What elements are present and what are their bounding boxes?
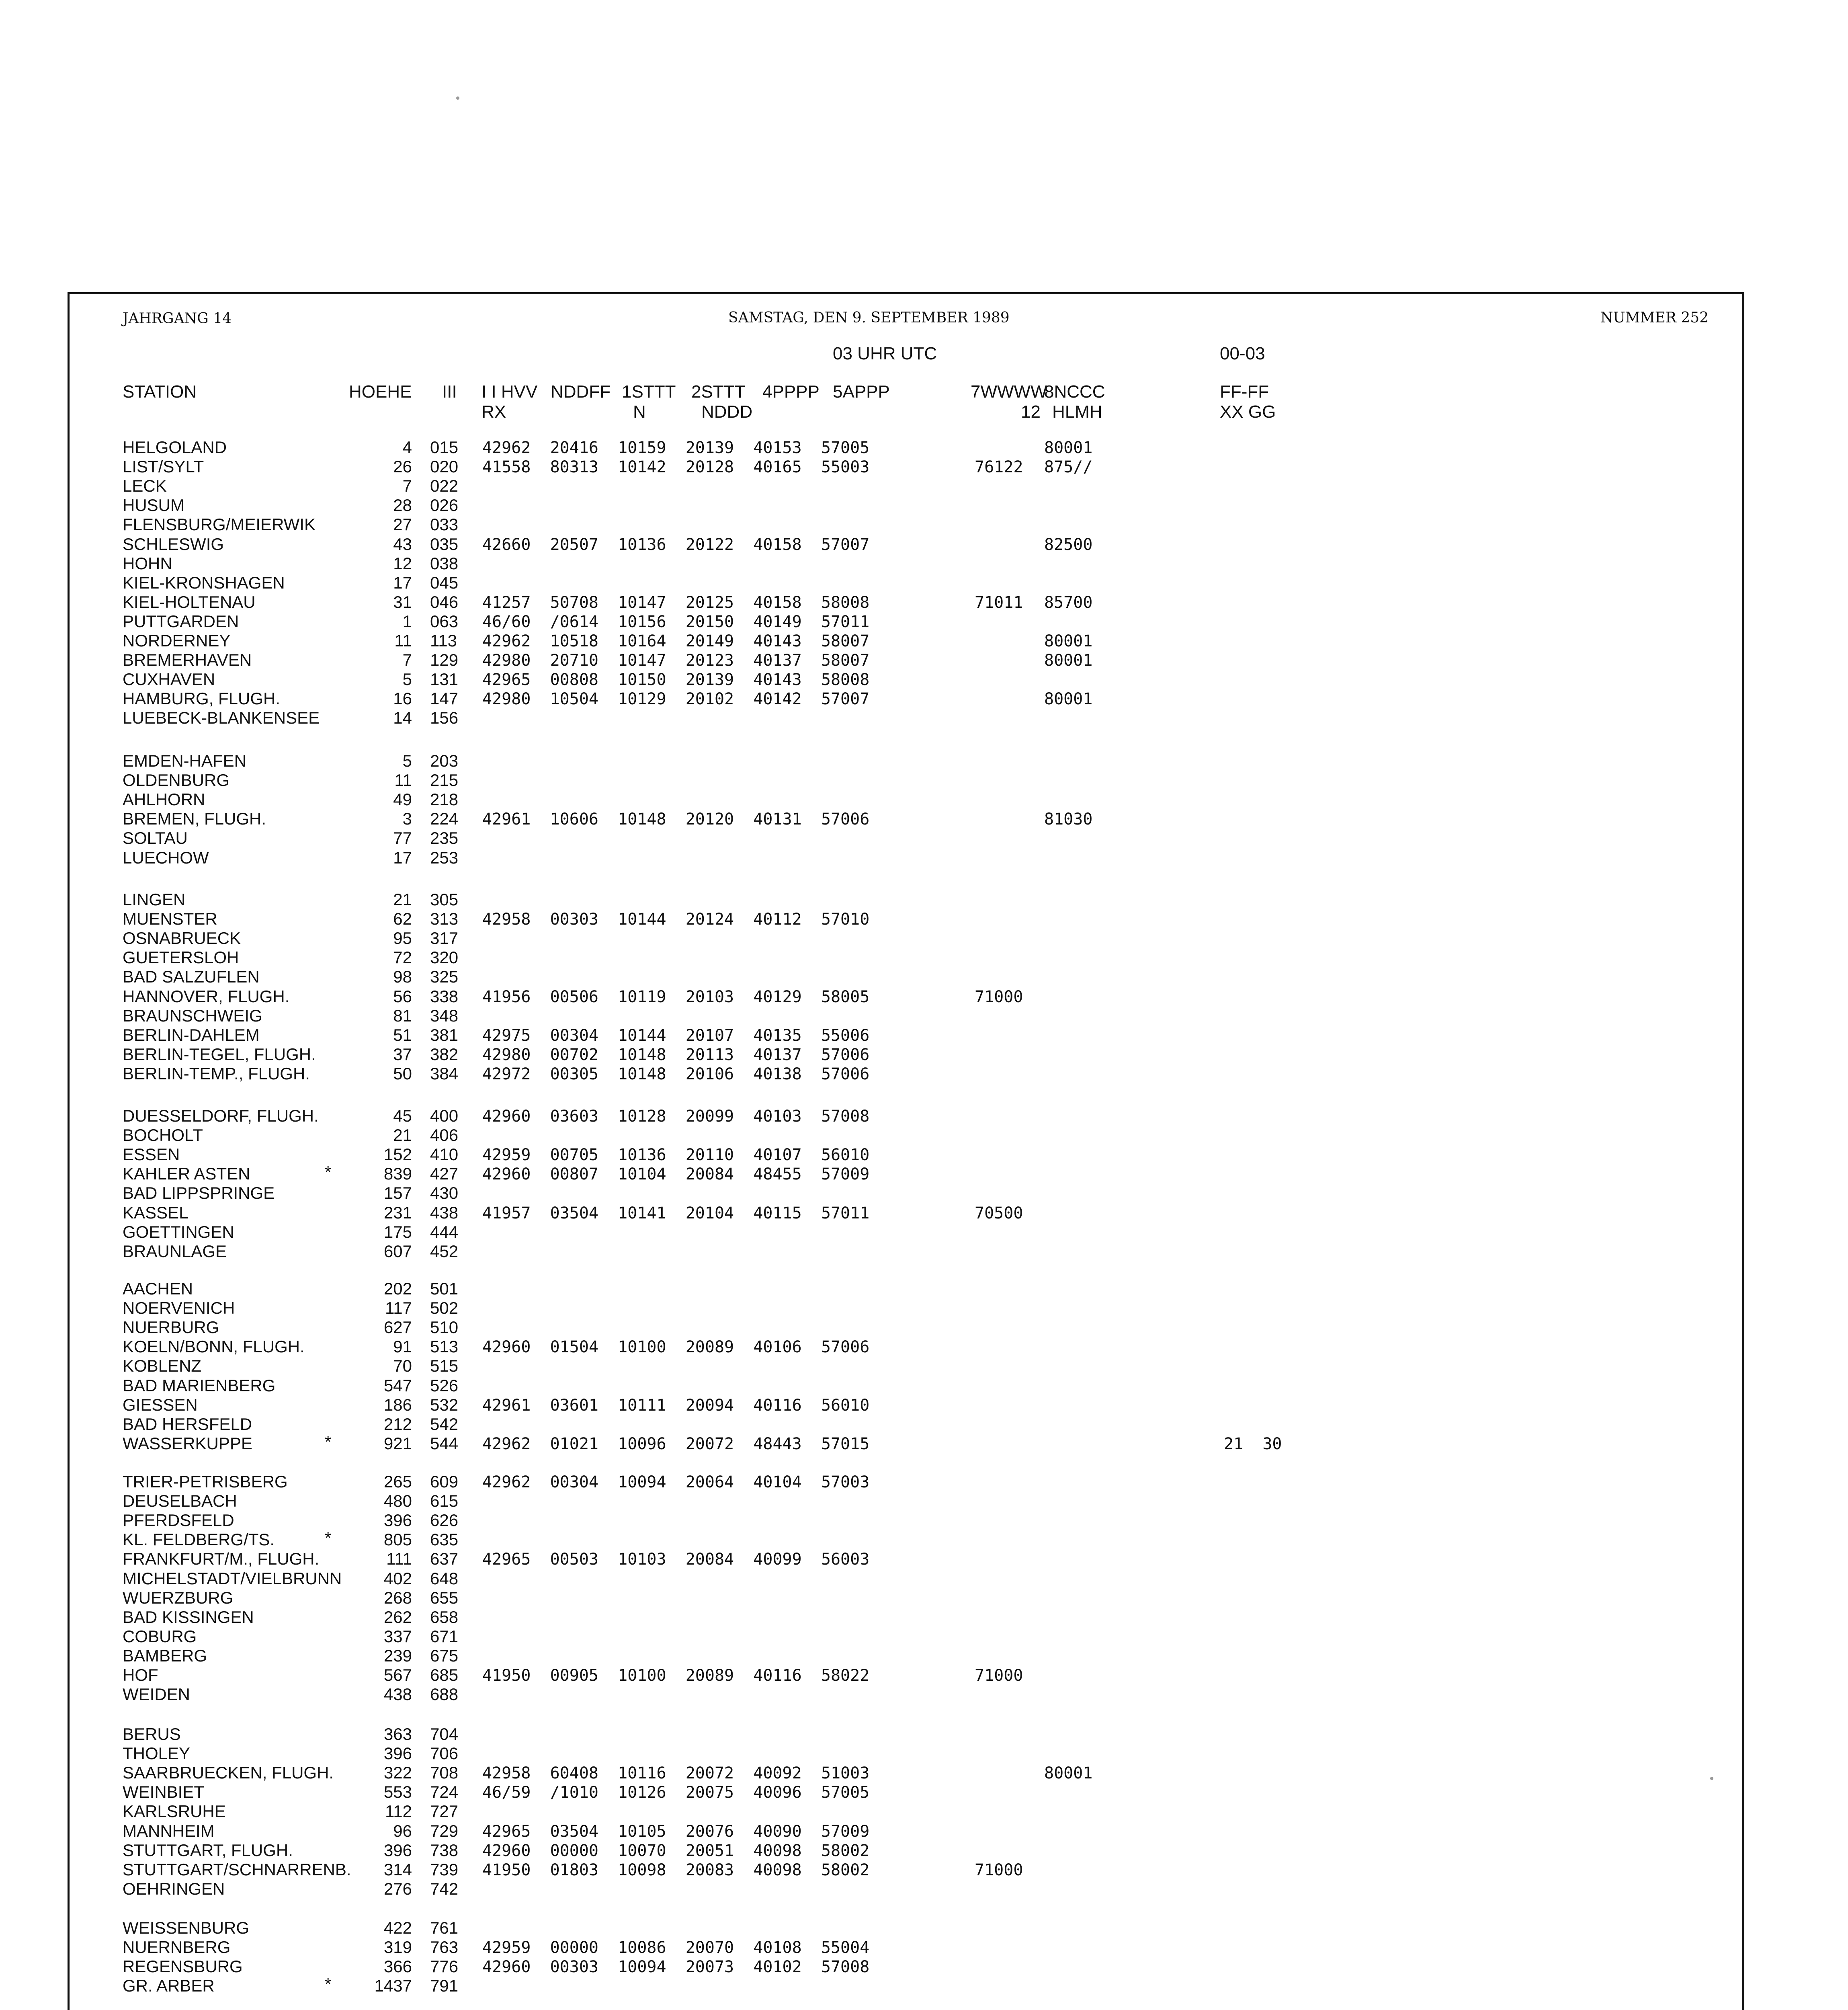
weather-group: 76122: [975, 458, 1023, 476]
station-name: HUSUM: [123, 496, 184, 515]
station-id: 675: [430, 1646, 459, 1665]
observation-groups: 41950 00905 10100 20089 40116 58022: [482, 1666, 870, 1685]
station-name: BERLIN-TEMP., FLUGH.: [123, 1064, 310, 1083]
weather-group: 71000: [975, 1666, 1023, 1685]
station-name: REGENSBURG: [123, 1957, 243, 1976]
station-id: 147: [430, 689, 459, 708]
station-id: 203: [430, 751, 459, 770]
station-id: 305: [430, 890, 459, 909]
station-height: 567: [383, 1665, 412, 1684]
station-name: MUENSTER: [123, 909, 217, 928]
station-id: 763: [430, 1938, 459, 1957]
station-id: 320: [430, 948, 459, 967]
observation-groups: 42958 60408 10116 20072 40092 51003: [482, 1764, 870, 1782]
station-height: 314: [383, 1860, 412, 1879]
observation-groups: 42660 20507 10136 20122 40158 57007: [482, 535, 870, 554]
station-name: GIESSEN: [123, 1395, 198, 1414]
station-name: KASSEL: [123, 1203, 188, 1222]
col-2sttt: 2STTT: [691, 382, 746, 402]
station-height: 396: [383, 1511, 412, 1530]
station-height: 553: [383, 1782, 412, 1801]
station-name: SAARBRUECKEN, FLUGH.: [123, 1763, 334, 1782]
station-name: BAD MARIENBERG: [123, 1376, 276, 1395]
station-height: 91: [393, 1337, 412, 1356]
observation-groups: 42960 00807 10104 20084 48455 57009: [482, 1165, 870, 1183]
station-name: MICHELSTADT/VIELBRUNN: [123, 1569, 342, 1588]
observation-groups: 42958 00303 10144 20124 40112 57010: [482, 910, 870, 929]
station-height: 276: [383, 1879, 412, 1898]
station-name: STUTTGART, FLUGH.: [123, 1841, 293, 1860]
station-height: 21: [393, 1126, 412, 1144]
observation-groups: 46/59 /1010 10126 20075 40096 57005: [482, 1783, 870, 1802]
station-height: 607: [383, 1242, 412, 1261]
station-name: WASSERKUPPE: [123, 1434, 252, 1453]
station-name: BRAUNLAGE: [123, 1242, 227, 1261]
station-id: 113: [430, 631, 457, 650]
station-height: 262: [383, 1608, 412, 1626]
station-id: 384: [430, 1064, 459, 1083]
observation-groups: 42965 00503 10103 20084 40099 56003: [482, 1550, 870, 1569]
observation-groups: 42962 10518 10164 20149 40143 58007: [482, 632, 870, 650]
weather-group: 71011: [975, 593, 1023, 612]
report-time: 03 UHR UTC: [833, 344, 937, 363]
station-id: 708: [430, 1763, 459, 1782]
station-id: 131: [430, 670, 459, 689]
station-name: BREMEN, FLUGH.: [123, 809, 266, 828]
station-name: CUXHAVEN: [123, 670, 215, 689]
station-id: 615: [430, 1491, 459, 1510]
station-name: AHLHORN: [123, 790, 205, 809]
station-name: GR. ARBER: [123, 1976, 215, 1995]
col-4pppp: 4PPPP: [762, 382, 820, 402]
observation-groups: 42961 10606 10148 20120 40131 57006: [482, 810, 870, 829]
station-height: 43: [393, 535, 412, 554]
col-n: N: [633, 402, 646, 422]
station-id: 542: [430, 1415, 459, 1434]
station-height: 231: [383, 1203, 412, 1222]
observation-groups: 42980 20710 10147 20123 40137 58007: [482, 651, 870, 670]
station-id: 648: [430, 1569, 459, 1588]
col-nddd: NDDD: [701, 402, 753, 422]
station-id: 532: [430, 1395, 459, 1414]
station-height: 438: [383, 1685, 412, 1704]
station-name: KIEL-KRONSHAGEN: [123, 573, 285, 592]
col-iihvv: I I HVV: [481, 382, 538, 402]
station-id: 761: [430, 1918, 459, 1937]
station-height: 28: [393, 496, 412, 515]
station-height: 95: [393, 929, 412, 948]
station-height: 627: [383, 1318, 412, 1337]
station-height: 839: [383, 1164, 412, 1183]
col-rx: RX: [481, 402, 506, 422]
station-height: 547: [383, 1376, 412, 1395]
station-height: 3: [402, 809, 412, 828]
station-height: 396: [383, 1841, 412, 1860]
station-name: DEUSELBACH: [123, 1491, 237, 1510]
station-id: 015: [430, 438, 459, 457]
station-id: 224: [430, 809, 459, 828]
station-id: 609: [430, 1472, 459, 1491]
station-height: 70: [393, 1356, 412, 1375]
station-id: 727: [430, 1802, 459, 1821]
station-name: FLENSBURG/MEIERWIK: [123, 515, 316, 534]
station-name: LECK: [123, 476, 167, 495]
station-height: 12: [393, 554, 412, 573]
col-nddff: NDDFF: [551, 382, 611, 402]
station-id: 791: [430, 1976, 459, 1995]
station-name: LIST/SYLT: [123, 457, 204, 476]
observation-groups: 42960 03603 10128 20099 40103 57008: [482, 1107, 870, 1126]
station-height: 50: [393, 1064, 412, 1083]
report-date: SAMSTAG, DEN 9. SEPTEMBER 1989: [728, 310, 1010, 326]
station-id: 438: [430, 1203, 459, 1222]
col-7wwww: 7WWWW: [971, 382, 1047, 402]
station-name: HOHN: [123, 554, 172, 573]
station-height: 402: [383, 1569, 412, 1588]
observation-groups: 41257 50708 10147 20125 40158 58008: [482, 593, 870, 612]
station-id: 430: [430, 1183, 459, 1202]
station-height: 268: [383, 1588, 412, 1607]
station-id: 338: [430, 987, 459, 1006]
station-height: 212: [383, 1415, 412, 1434]
station-id: 510: [430, 1318, 459, 1337]
station-id: 033: [430, 515, 459, 534]
station-height: 77: [393, 829, 412, 847]
station-height: 805: [383, 1530, 412, 1549]
issue-number: NUMMER 252: [1600, 310, 1709, 326]
station-height: 56: [393, 987, 412, 1006]
station-height: 363: [383, 1725, 412, 1743]
station-id: 685: [430, 1665, 459, 1684]
observation-groups: 41558 80313 10142 20128 40165 55003: [482, 458, 870, 476]
mountain-marker: *: [325, 1528, 332, 1547]
station-name: SOLTAU: [123, 829, 188, 847]
station-height: 11: [394, 631, 412, 650]
station-height: 81: [393, 1006, 412, 1025]
station-name: OLDENBURG: [123, 771, 230, 790]
station-height: 422: [383, 1918, 412, 1937]
station-name: DUESSELDORF, FLUGH.: [123, 1106, 319, 1125]
station-id: 156: [430, 708, 459, 727]
station-name: BREMERHAVEN: [123, 650, 252, 669]
mountain-marker: *: [325, 1975, 332, 1994]
station-name: COBURG: [123, 1627, 197, 1646]
station-height: 152: [383, 1145, 412, 1164]
station-id: 706: [430, 1744, 459, 1763]
observation-groups: 46/60 /0614 10156 20150 40149 57011: [482, 613, 870, 631]
station-id: 655: [430, 1588, 459, 1607]
station-height: 72: [393, 948, 412, 967]
station-height: 49: [393, 790, 412, 809]
station-height: 111: [386, 1549, 412, 1568]
station-height: 45: [393, 1106, 412, 1125]
station-name: HAMBURG, FLUGH.: [123, 689, 281, 708]
station-name: HANNOVER, FLUGH.: [123, 987, 290, 1006]
station-height: 322: [383, 1763, 412, 1782]
station-id: 502: [430, 1298, 459, 1317]
observation-groups: 42975 00304 10144 20107 40135 55006: [482, 1026, 870, 1045]
station-id: 742: [430, 1879, 459, 1898]
station-id: 406: [430, 1126, 459, 1144]
station-id: 513: [430, 1337, 459, 1356]
observation-groups: 42959 00705 10136 20110 40107 56010: [482, 1146, 870, 1164]
station-id: 776: [430, 1957, 459, 1976]
station-id: 020: [430, 457, 459, 476]
col-station: STATION: [123, 382, 197, 402]
station-id: 045: [430, 573, 459, 592]
station-id: 526: [430, 1376, 459, 1395]
col-hoehe: HOEHE: [349, 382, 412, 402]
cloud-group: 80001: [1044, 439, 1093, 457]
station-name: BAD SALZUFLEN: [123, 967, 260, 986]
station-height: 7: [402, 650, 412, 669]
time-range: 00-03: [1220, 344, 1265, 363]
observation-groups: 42960 01504 10100 20089 40106 57006: [482, 1338, 870, 1356]
cloud-group: 80001: [1044, 651, 1093, 670]
station-id: 215: [430, 771, 459, 790]
station-height: 4: [402, 438, 412, 457]
station-id: 724: [430, 1782, 459, 1801]
station-id: 427: [430, 1164, 459, 1183]
mountain-marker: *: [325, 1432, 332, 1451]
station-id: 317: [430, 929, 459, 948]
station-id: 544: [430, 1434, 459, 1453]
station-height: 5: [402, 670, 412, 689]
station-height: 157: [383, 1183, 412, 1202]
station-id: 022: [430, 476, 459, 495]
station-height: 14: [393, 708, 412, 727]
station-height: 337: [383, 1627, 412, 1646]
station-id: 129: [430, 650, 459, 669]
station-name: BAD LIPPSPRINGE: [123, 1183, 275, 1202]
cloud-group: 85700: [1044, 593, 1093, 612]
station-id: 635: [430, 1530, 459, 1549]
station-name: FRANKFURT/M., FLUGH.: [123, 1549, 320, 1568]
station-id: 348: [430, 1006, 459, 1025]
station-name: BRAUNSCHWEIG: [123, 1006, 262, 1025]
observation-groups: 42980 10504 10129 20102 40142 57007: [482, 690, 870, 708]
station-id: 218: [430, 790, 459, 809]
col-8nccc: 8NCCC: [1044, 382, 1105, 402]
observation-groups: 42980 00702 10148 20113 40137 57006: [482, 1046, 870, 1064]
station-height: 27: [393, 515, 412, 534]
observation-groups: 42965 00808 10150 20139 40143 58008: [482, 671, 870, 689]
col-iii: III: [442, 382, 457, 402]
station-height: 16: [393, 689, 412, 708]
cloud-group: 80001: [1044, 632, 1093, 650]
station-name: BERLIN-DAHLEM: [123, 1026, 260, 1044]
station-id: 410: [430, 1145, 459, 1164]
station-id: 452: [430, 1242, 459, 1261]
station-name: MANNHEIM: [123, 1821, 215, 1840]
station-name: OSNABRUECK: [123, 929, 241, 948]
station-id: 501: [430, 1279, 459, 1298]
weather-group: 71000: [975, 1861, 1023, 1879]
station-id: 738: [430, 1841, 459, 1860]
station-name: HOF: [123, 1665, 158, 1684]
observation-groups: 42960 00000 10070 20051 40098 58002: [482, 1842, 870, 1860]
station-height: 202: [383, 1279, 412, 1298]
observation-groups: 42961 03601 10111 20094 40116 56010: [482, 1396, 870, 1415]
station-name: BERLIN-TEGEL, FLUGH.: [123, 1045, 316, 1064]
mountain-marker: *: [325, 1163, 332, 1181]
station-id: 325: [430, 967, 459, 986]
volume-label: JAHRGANG 14: [123, 310, 232, 327]
station-height: 96: [393, 1821, 412, 1840]
station-height: 265: [383, 1472, 412, 1491]
station-name: WUERZBURG: [123, 1588, 234, 1607]
station-height: 1437: [374, 1976, 412, 1995]
observation-groups: 42962 01021 10096 20072 48443 57015: [482, 1435, 870, 1453]
station-name: BAD KISSINGEN: [123, 1608, 254, 1626]
station-height: 17: [393, 573, 412, 592]
gust-group: 21 30: [1224, 1435, 1282, 1453]
station-name: BERUS: [123, 1725, 181, 1743]
scan-speck: [1710, 1777, 1713, 1780]
station-id: 063: [430, 612, 459, 631]
station-name: KAHLER ASTEN: [123, 1164, 250, 1183]
station-name: KARLSRUHE: [123, 1802, 226, 1821]
station-id: 626: [430, 1511, 459, 1530]
station-id: 688: [430, 1685, 459, 1704]
observation-groups: 42959 00000 10086 20070 40108 55004: [482, 1938, 870, 1957]
station-name: BAD HERSFELD: [123, 1415, 252, 1434]
station-name: KL. FELDBERG/TS.: [123, 1530, 275, 1549]
station-height: 175: [383, 1222, 412, 1241]
station-name: THOLEY: [123, 1744, 191, 1763]
station-id: 671: [430, 1627, 459, 1646]
station-height: 117: [385, 1298, 412, 1317]
station-name: LUEBECK-BLANKENSEE: [123, 708, 320, 727]
weather-group: 70500: [975, 1204, 1023, 1222]
observation-groups: 42962 00304 10094 20064 40104 57003: [482, 1473, 870, 1491]
station-name: SCHLESWIG: [123, 535, 224, 554]
station-id: 026: [430, 496, 459, 515]
station-height: 186: [383, 1395, 412, 1414]
station-height: 112: [385, 1802, 412, 1821]
station-name: EMDEN-HAFEN: [123, 751, 247, 770]
station-id: 704: [430, 1725, 459, 1743]
station-name: STUTTGART/SCHNARRENB.: [123, 1860, 351, 1879]
station-name: ESSEN: [123, 1145, 180, 1164]
station-height: 5: [402, 751, 412, 770]
station-id: 038: [430, 554, 459, 573]
station-name: KOBLENZ: [123, 1356, 202, 1375]
station-name: TRIER-PETRISBERG: [123, 1472, 288, 1491]
station-height: 31: [393, 593, 412, 611]
station-height: 1: [402, 612, 412, 631]
station-id: 739: [430, 1860, 459, 1879]
cloud-group: 875//: [1044, 458, 1093, 476]
station-height: 396: [383, 1744, 412, 1763]
station-name: GUETERSLOH: [123, 948, 239, 967]
station-name: HELGOLAND: [123, 438, 227, 457]
station-height: 51: [393, 1026, 412, 1044]
station-name: LUECHOW: [123, 848, 209, 867]
station-name: WEISSENBURG: [123, 1918, 250, 1937]
weather-group: 71000: [975, 988, 1023, 1006]
station-name: KIEL-HOLTENAU: [123, 593, 256, 611]
station-height: 17: [393, 848, 412, 867]
station-name: NOERVENICH: [123, 1298, 235, 1317]
cloud-group: 82500: [1044, 535, 1093, 554]
station-name: WEIDEN: [123, 1685, 190, 1704]
cloud-group: 80001: [1044, 690, 1093, 708]
col-1sttt: 1STTT: [622, 382, 676, 402]
station-name: NUERNBERG: [123, 1938, 231, 1957]
station-id: 382: [430, 1045, 459, 1064]
observation-groups: 41950 01803 10098 20083 40098 58002: [482, 1861, 870, 1879]
station-name: BAMBERG: [123, 1646, 207, 1665]
report-frame: [68, 292, 1744, 2010]
station-height: 37: [393, 1045, 412, 1064]
station-name: BOCHOLT: [123, 1126, 203, 1144]
station-height: 62: [393, 909, 412, 928]
station-height: 319: [383, 1938, 412, 1957]
station-height: 239: [383, 1646, 412, 1665]
station-height: 366: [383, 1957, 412, 1976]
station-name: NUERBURG: [123, 1318, 219, 1337]
station-id: 444: [430, 1222, 459, 1241]
station-height: 26: [393, 457, 412, 476]
station-height: 98: [393, 967, 412, 986]
station-id: 381: [430, 1026, 459, 1044]
station-id: 235: [430, 829, 459, 847]
col-ffff: FF-FF: [1220, 382, 1269, 402]
observation-groups: 42965 03504 10105 20076 40090 57009: [482, 1822, 870, 1841]
col-hlmh: HLMH: [1052, 402, 1102, 422]
station-height: 7: [402, 476, 412, 495]
station-name: KOELN/BONN, FLUGH.: [123, 1337, 305, 1356]
station-height: 11: [394, 771, 412, 790]
cloud-group: 80001: [1044, 1764, 1093, 1782]
station-name: AACHEN: [123, 1279, 193, 1298]
station-id: 515: [430, 1356, 459, 1375]
observation-groups: 41957 03504 10141 20104 40115 57011: [482, 1204, 870, 1222]
col-5appp: 5APPP: [833, 382, 890, 402]
col-12: 12: [1021, 402, 1041, 422]
scan-speck: [456, 96, 459, 100]
station-id: 313: [430, 909, 459, 928]
station-id: 253: [430, 848, 459, 867]
cloud-group: 81030: [1044, 810, 1093, 829]
station-id: 046: [430, 593, 459, 611]
observation-groups: 42962 20416 10159 20139 40153 57005: [482, 439, 870, 457]
station-id: 400: [430, 1106, 459, 1125]
observation-groups: 42972 00305 10148 20106 40138 57006: [482, 1065, 870, 1083]
station-id: 729: [430, 1821, 459, 1840]
station-height: 21: [393, 890, 412, 909]
station-name: WEINBIET: [123, 1782, 205, 1801]
station-height: 480: [383, 1491, 412, 1510]
observation-groups: 42960 00303 10094 20073 40102 57008: [482, 1958, 870, 1976]
station-name: PUTTGARDEN: [123, 612, 239, 631]
observation-groups: 41956 00506 10119 20103 40129 58005: [482, 988, 870, 1006]
station-name: NORDERNEY: [123, 631, 231, 650]
station-id: 035: [430, 535, 459, 554]
station-name: GOETTINGEN: [123, 1222, 234, 1241]
station-height: 921: [383, 1434, 412, 1453]
station-id: 658: [430, 1608, 459, 1626]
col-xxgg: XX GG: [1220, 402, 1276, 422]
station-id: 637: [430, 1549, 459, 1568]
station-name: PFERDSFELD: [123, 1511, 234, 1530]
station-name: OEHRINGEN: [123, 1879, 225, 1898]
station-name: LINGEN: [123, 890, 186, 909]
